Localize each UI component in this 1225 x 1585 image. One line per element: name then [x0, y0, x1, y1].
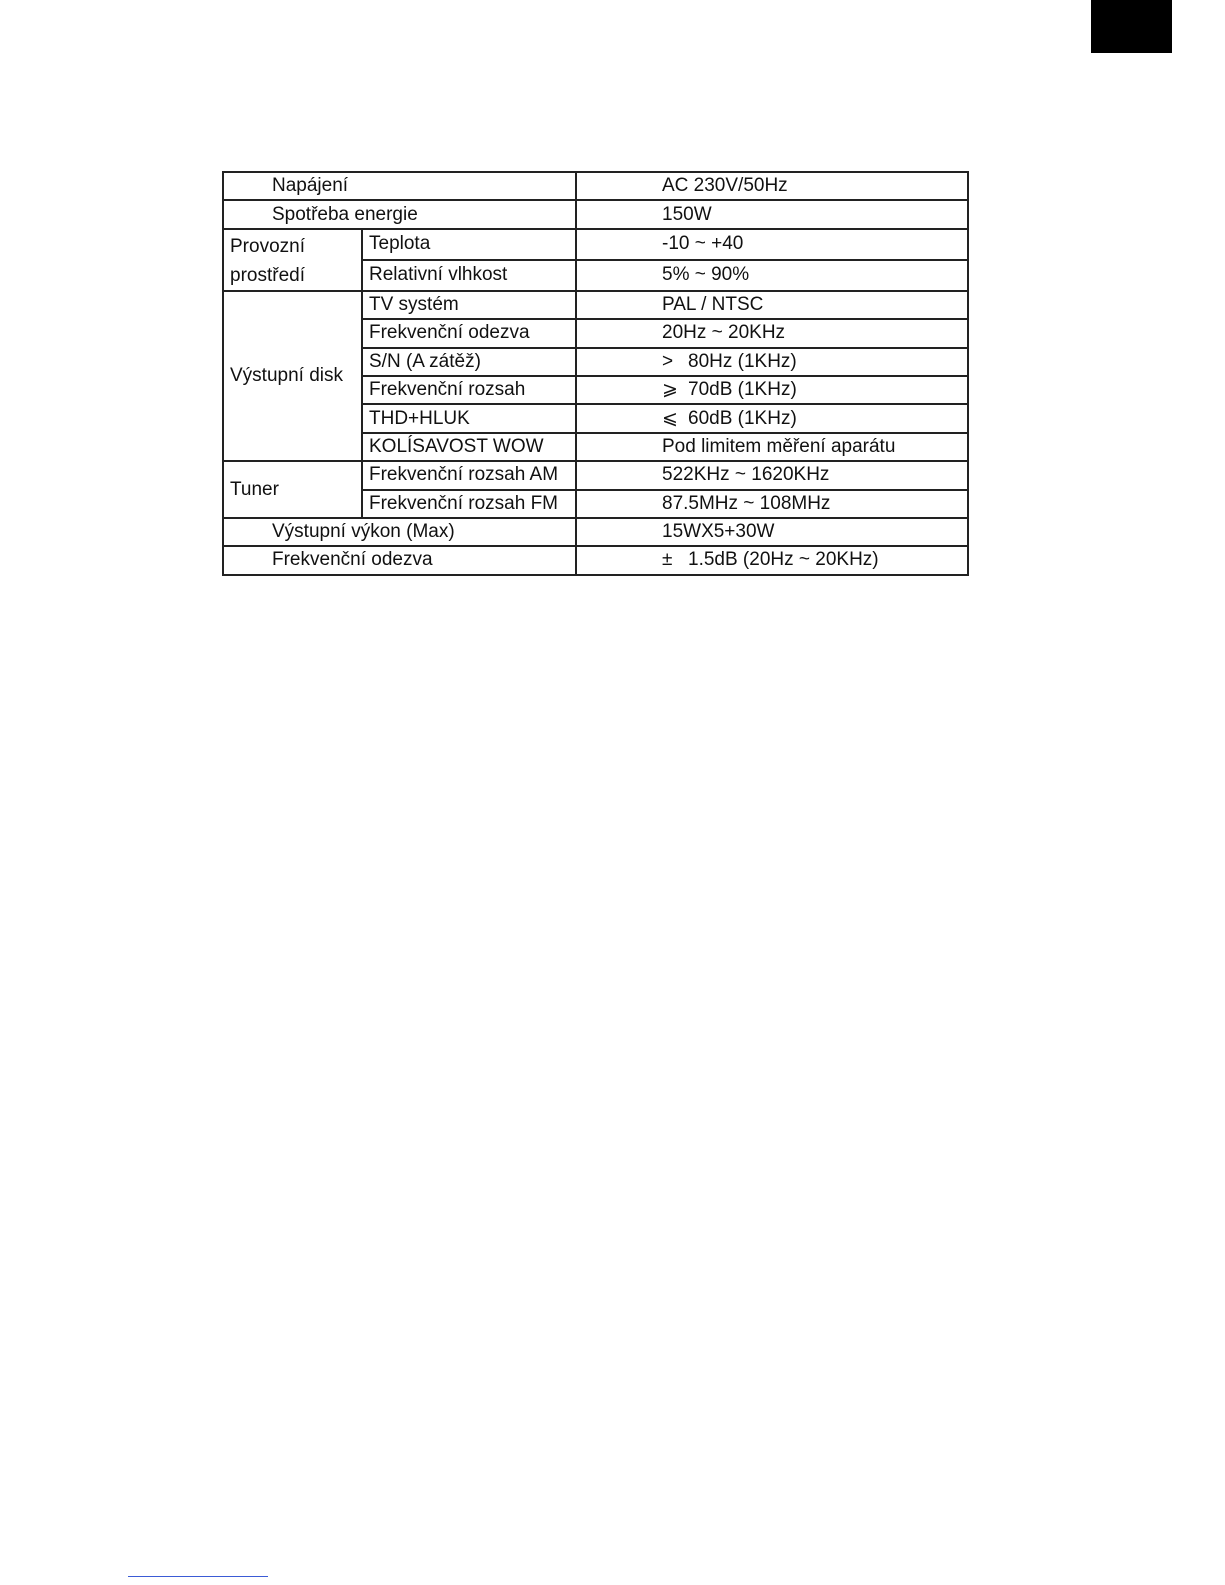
- plus-minus-symbol: ±: [662, 549, 673, 571]
- spec-value-wow-flutter: Pod limitem měření aparátu: [576, 433, 968, 461]
- spec-label-signal-noise: S/N (A zátěž): [362, 348, 576, 376]
- spec-label-frequency-range: Frekvenční rozsah: [362, 376, 576, 404]
- spec-label-consumption: Spotřeba energie: [223, 200, 576, 228]
- table-row: [223, 546, 968, 574]
- table-row: [223, 461, 968, 489]
- spec-value-am-range: 522KHz ~ 1620KHz: [576, 461, 968, 489]
- spec-value-thd-noise: [576, 404, 968, 432]
- spec-label-am-range: Frekvenční rozsah AM: [362, 461, 576, 489]
- spec-value-frequency-response: 20Hz ~ 20KHz: [576, 319, 968, 347]
- spec-label-overall-frequency-response: Frekvenční odezva: [223, 546, 576, 574]
- table-row: [223, 172, 968, 200]
- spec-label-power: Napájení: [223, 172, 576, 200]
- table-row: [223, 518, 968, 546]
- greater-than-symbol: >: [662, 350, 674, 372]
- spec-value-humidity: 5% ~ 90%: [576, 260, 968, 291]
- spec-value-signal-noise: [576, 348, 968, 376]
- spec-value-temperature: -10 ~ +40: [576, 229, 968, 260]
- table-row: [223, 229, 968, 260]
- less-equal-symbol: ⩽: [662, 407, 678, 429]
- spec-value-text: 1.5dB (20Hz ~ 20KHz): [688, 549, 879, 571]
- spec-group-environment: Provozní prostředí: [223, 229, 362, 291]
- table-row: [223, 200, 968, 228]
- spec-label-tv-system: TV systém: [362, 291, 576, 319]
- spec-value-text: 70dB (1KHz): [688, 379, 797, 401]
- spec-label-frequency-response: Frekvenční odezva: [362, 319, 576, 347]
- spec-group-tuner: Tuner: [223, 461, 362, 518]
- spec-value-text: 60dB (1KHz): [688, 407, 797, 429]
- table-row: [223, 291, 968, 319]
- footer-link-underline: [128, 1576, 268, 1577]
- spec-value-overall-frequency-response: [576, 546, 968, 574]
- spec-value-output-power: 15WX5+30W: [576, 518, 968, 546]
- spec-value-tv-system: PAL / NTSC: [576, 291, 968, 319]
- spec-value-power: AC 230V/50Hz: [576, 172, 968, 200]
- greater-equal-symbol: ⩾: [662, 379, 678, 401]
- spec-group-output-disc: Výstupní disk: [223, 291, 362, 461]
- spec-label-thd-noise: THD+HLUK: [362, 404, 576, 432]
- page-corner-marker: [1091, 0, 1172, 53]
- spec-value-text: 80Hz (1KHz): [688, 350, 797, 372]
- spec-label-wow-flutter: KOLÍSAVOST WOW: [362, 433, 576, 461]
- spec-label-fm-range: Frekvenční rozsah FM: [362, 490, 576, 518]
- specifications-table: [222, 171, 969, 576]
- spec-label-temperature: Teplota: [362, 229, 576, 260]
- spec-value-fm-range: 87.5MHz ~ 108MHz: [576, 490, 968, 518]
- spec-value-consumption: 150W: [576, 200, 968, 228]
- spec-value-frequency-range: [576, 376, 968, 404]
- spec-label-output-power: Výstupní výkon (Max): [223, 518, 576, 546]
- spec-label-humidity: Relativní vlhkost: [362, 260, 576, 291]
